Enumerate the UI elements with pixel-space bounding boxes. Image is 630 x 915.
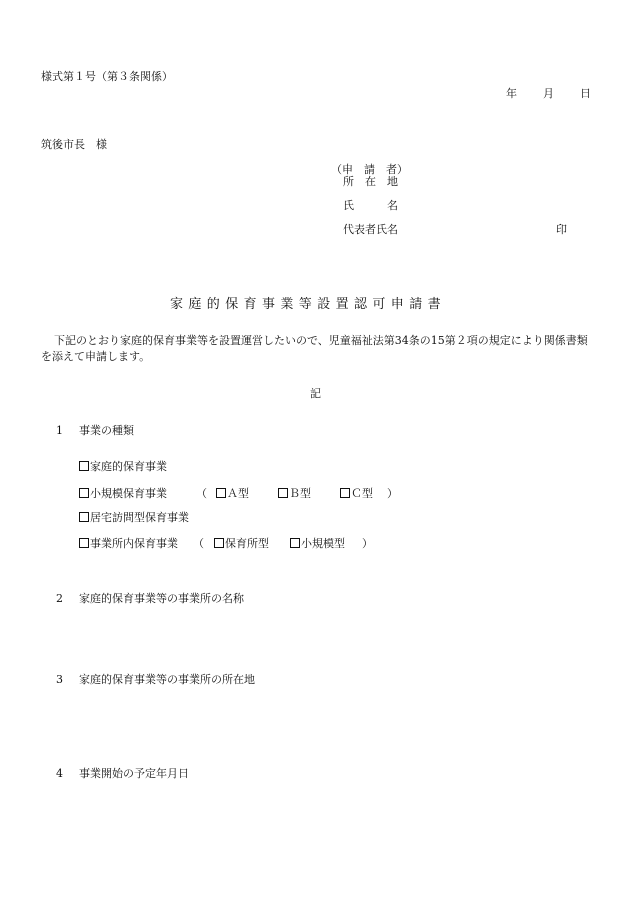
checkbox-katei[interactable] <box>79 461 89 471</box>
checkbox-shokibo-gata[interactable] <box>290 538 300 548</box>
date-month-label: 月 <box>543 87 554 100</box>
applicant-address-label: 所 在 地 <box>343 175 398 188</box>
option-shokibo-gata[interactable] <box>290 538 345 549</box>
date-year-label: 年 <box>506 87 517 100</box>
option-katei-label: 家庭的保育事業 <box>90 460 167 473</box>
section-1-label: 事業の種類 <box>79 424 134 437</box>
option-katei[interactable] <box>79 461 167 472</box>
body-text: 下記のとおり家庭的保育事業等を設置運営したいので、児童福祉法第34条の15第２項の規定により関係書類を添えて申請します。 <box>41 334 588 363</box>
checkbox-shokibo[interactable] <box>79 488 89 498</box>
paren-open-1: （ <box>196 487 207 500</box>
option-type-b[interactable] <box>278 488 311 499</box>
option-type-a-label: Ａ型 <box>227 487 249 500</box>
paren-open-2: （ <box>193 537 204 550</box>
checkbox-type-a[interactable] <box>216 488 226 498</box>
option-shokibo-gata-label: 小規模型 <box>301 537 345 550</box>
paren-close-1: ） <box>387 487 398 500</box>
section-4-label: 事業開始の予定年月日 <box>79 767 189 780</box>
checkbox-hoikusho[interactable] <box>214 538 224 548</box>
option-kyotaku[interactable] <box>79 512 189 523</box>
form-number: 様式第１号（第３条関係） <box>41 70 173 83</box>
addressee: 筑後市長 様 <box>41 138 107 151</box>
ki-heading: 記 <box>310 387 321 400</box>
option-type-b-label: Ｂ型 <box>289 487 311 500</box>
section-1-number: 1 <box>56 424 63 437</box>
option-hoikusho-label: 保育所型 <box>225 537 269 550</box>
section-3-label: 家庭的保育事業等の事業所の所在地 <box>79 673 255 686</box>
section-3-number: 3 <box>56 673 63 686</box>
option-kyotaku-label: 居宅訪問型保育事業 <box>90 511 189 524</box>
applicant-heading: （申 請 者） <box>331 163 408 176</box>
checkbox-jigyosho[interactable] <box>79 538 89 548</box>
option-hoikusho[interactable] <box>214 538 269 549</box>
document-title: 家庭的保育事業等設置認可申請書 <box>170 297 447 312</box>
option-shokibo[interactable] <box>79 488 167 499</box>
option-type-c[interactable] <box>340 488 373 499</box>
section-2-number: 2 <box>56 592 63 605</box>
paren-close-2: ） <box>362 537 373 550</box>
date-day-label: 日 <box>580 87 591 100</box>
option-type-c-label: Ｃ型 <box>351 487 373 500</box>
option-shokibo-label: 小規模保育事業 <box>90 487 167 500</box>
applicant-rep-label: 代表者氏名 <box>343 223 398 236</box>
option-jigyosho[interactable] <box>79 538 178 549</box>
option-type-a[interactable] <box>216 488 249 499</box>
checkbox-type-b[interactable] <box>278 488 288 498</box>
checkbox-type-c[interactable] <box>340 488 350 498</box>
section-4-number: 4 <box>56 767 63 780</box>
option-jigyosho-label: 事業所内保育事業 <box>90 537 178 550</box>
section-2-label: 家庭的保育事業等の事業所の名称 <box>79 592 244 605</box>
seal-mark: 印 <box>556 223 567 236</box>
applicant-name-label: 氏 名 <box>343 199 398 212</box>
checkbox-kyotaku[interactable] <box>79 512 89 522</box>
